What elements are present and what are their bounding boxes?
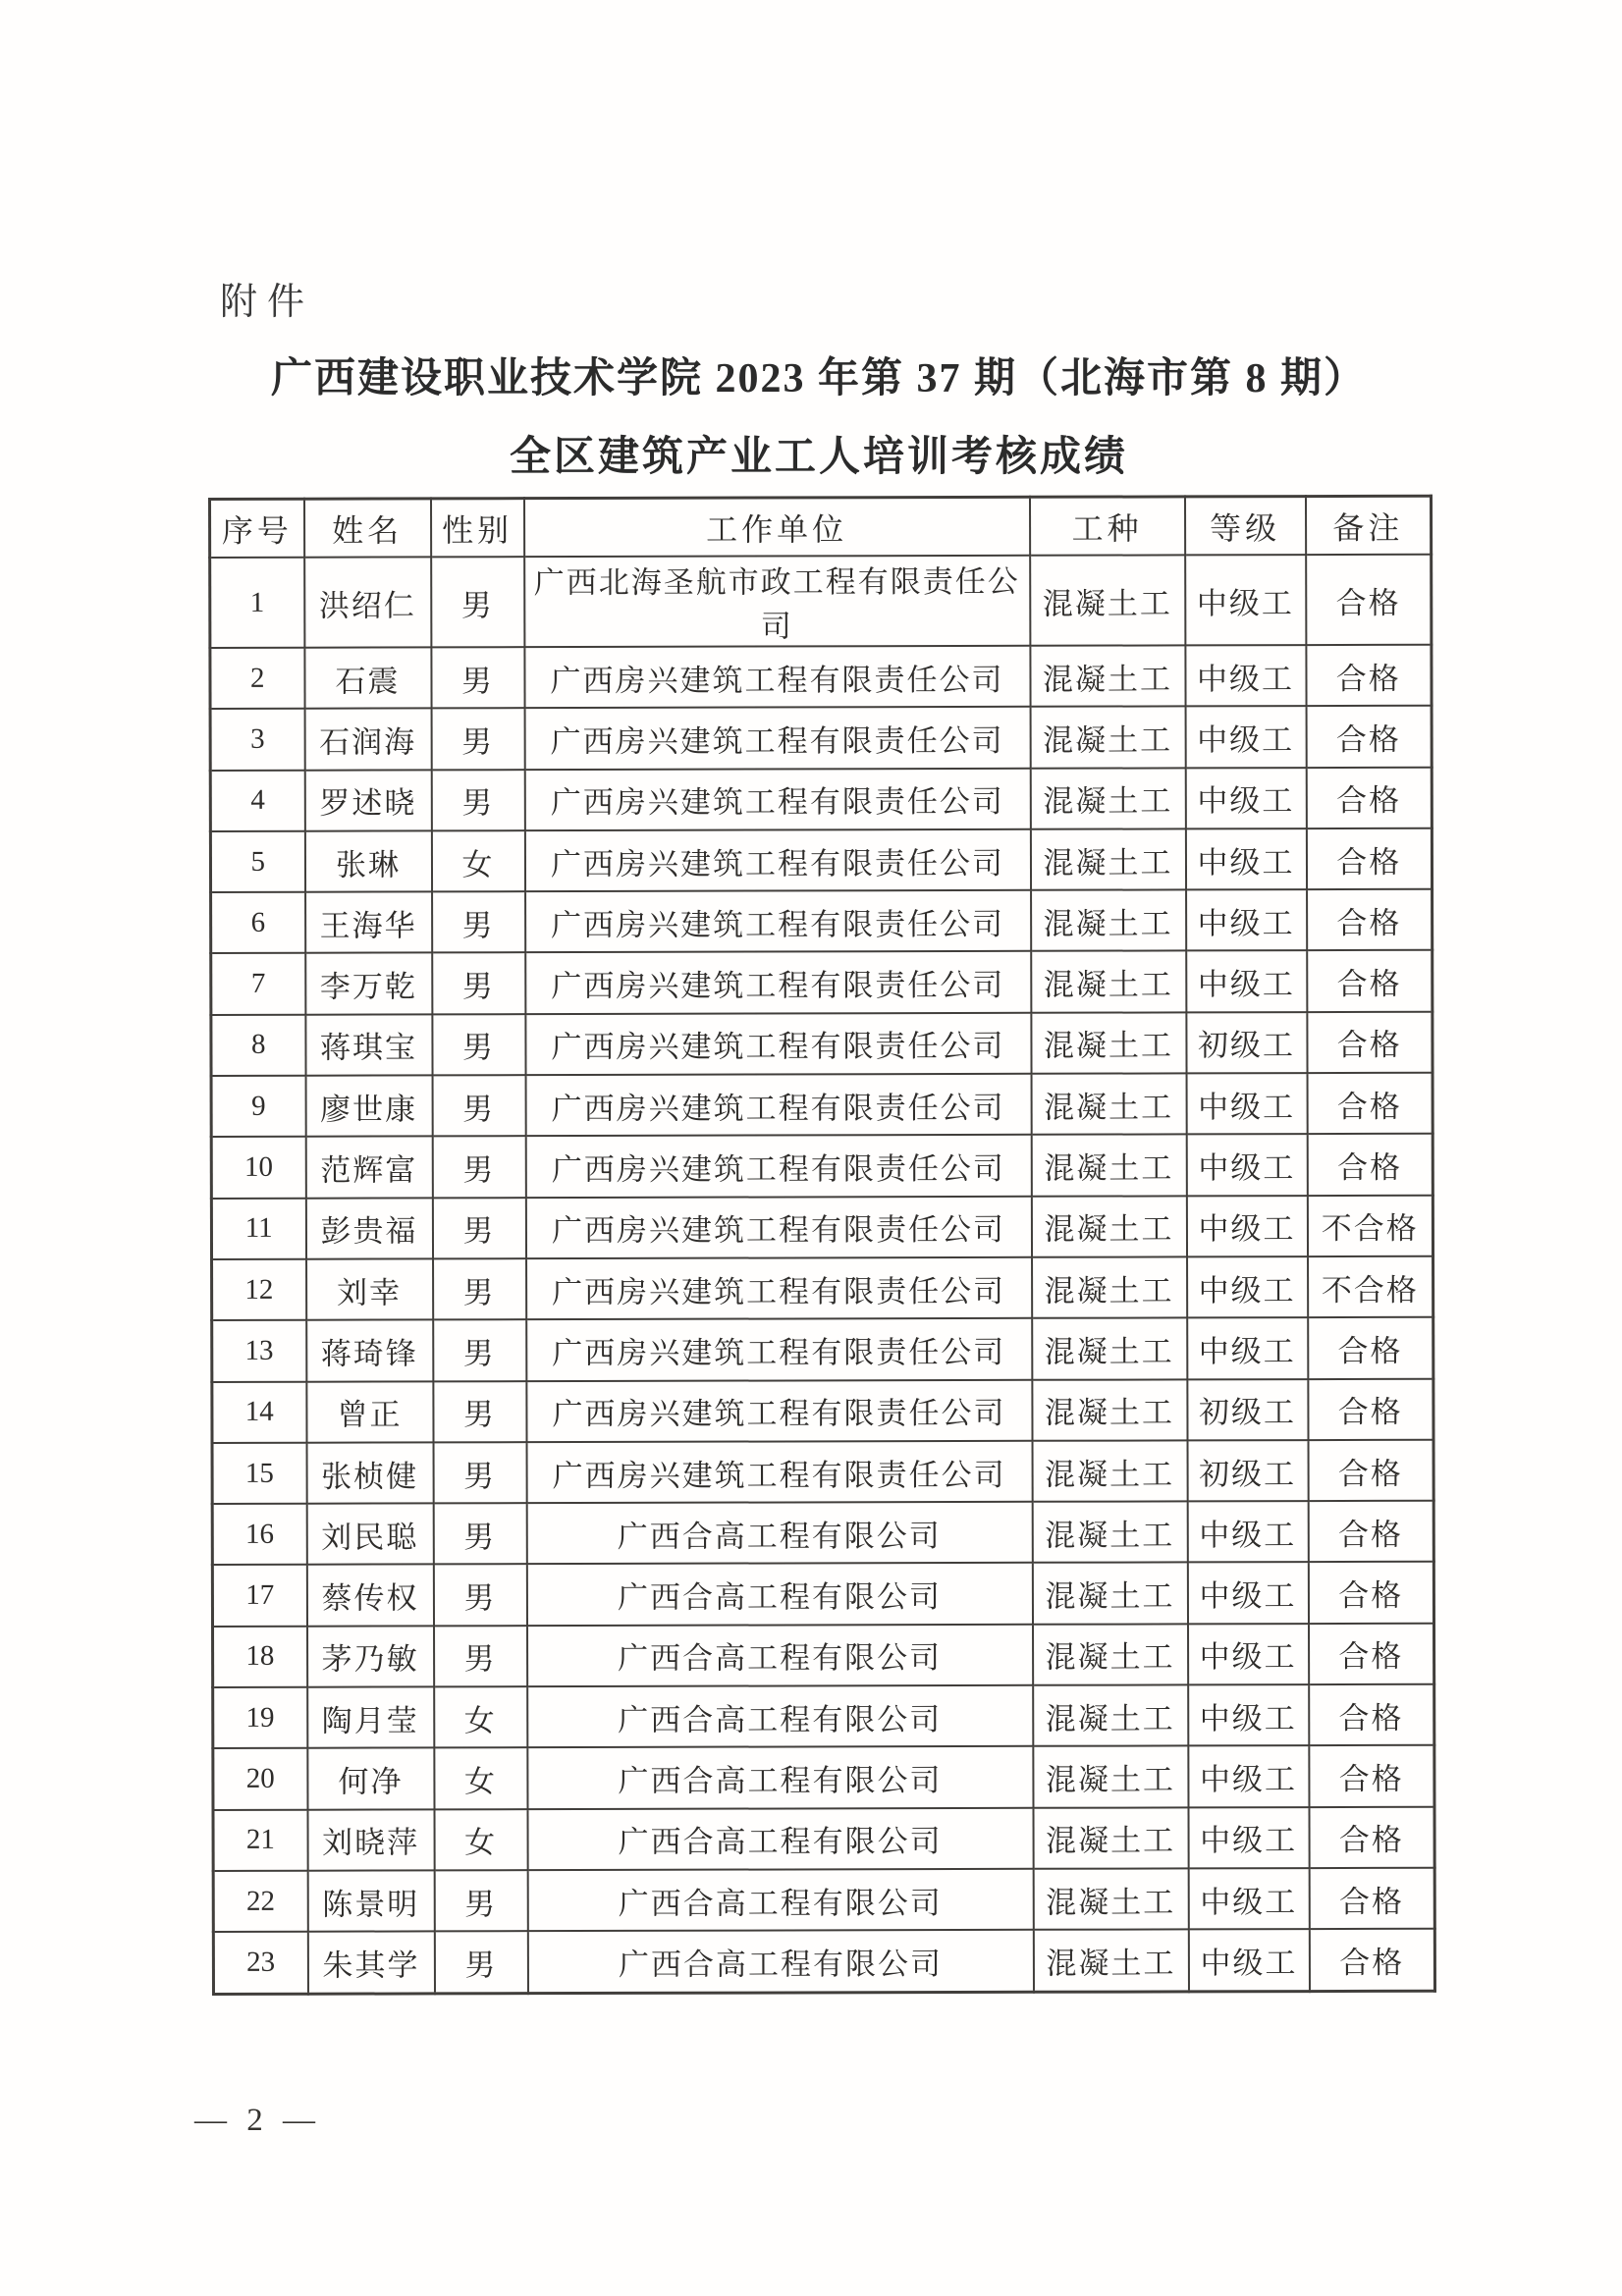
cell-level: 中级工 bbox=[1188, 1745, 1309, 1807]
cell-trade: 混凝土工 bbox=[1030, 768, 1185, 829]
table-row bbox=[211, 1073, 1433, 1138]
cell-employer: 广西房兴建筑工程有限责任公司 bbox=[526, 1257, 1032, 1320]
cell-gender: 男 bbox=[432, 891, 525, 953]
page-number: — 2 — bbox=[194, 2103, 321, 2138]
cell-gender: 男 bbox=[433, 1258, 526, 1320]
cell-employer: 广西合高工程有限公司 bbox=[527, 1685, 1033, 1748]
cell-level: 中级工 bbox=[1188, 1684, 1309, 1746]
cell-gender: 男 bbox=[432, 953, 525, 1015]
cell-trade: 混凝土工 bbox=[1032, 1256, 1187, 1318]
cell-level: 初级工 bbox=[1187, 1440, 1308, 1502]
cell-employer: 广西房兴建筑工程有限责任公司 bbox=[525, 1074, 1031, 1137]
cell-employer: 广西房兴建筑工程有限责任公司 bbox=[525, 890, 1031, 953]
cell-name: 彭贵福 bbox=[305, 1198, 432, 1259]
document-title bbox=[208, 355, 1430, 481]
cell-level: 中级工 bbox=[1187, 1501, 1308, 1563]
cell-index: 21 bbox=[213, 1809, 307, 1871]
table-row bbox=[212, 1317, 1433, 1382]
cell-level: 中级工 bbox=[1185, 706, 1306, 768]
cell-trade: 混凝土工 bbox=[1033, 1684, 1188, 1746]
cell-trade: 混凝土工 bbox=[1030, 828, 1185, 890]
table-row bbox=[210, 645, 1432, 710]
cell-level: 中级工 bbox=[1186, 951, 1307, 1013]
cell-name: 王海华 bbox=[305, 892, 432, 954]
cell-employer: 广西房兴建筑工程有限责任公司 bbox=[524, 768, 1030, 830]
cell-trade: 混凝土工 bbox=[1032, 1563, 1187, 1625]
cell-name: 朱其学 bbox=[307, 1932, 434, 1994]
table-row bbox=[213, 1623, 1434, 1687]
cell-level: 中级工 bbox=[1187, 1256, 1308, 1318]
cell-index: 2 bbox=[210, 648, 304, 710]
table-row bbox=[213, 1806, 1434, 1871]
cell-level: 初级工 bbox=[1187, 1379, 1308, 1441]
cell-employer: 广西房兴建筑工程有限责任公司 bbox=[525, 951, 1031, 1014]
cell-index: 7 bbox=[211, 953, 305, 1015]
cell-name: 范辉富 bbox=[305, 1137, 432, 1199]
cell-remark: 合格 bbox=[1309, 1806, 1434, 1868]
table-row bbox=[213, 1745, 1434, 1810]
cell-index: 3 bbox=[210, 709, 304, 771]
table-row bbox=[211, 889, 1433, 954]
cell-trade: 混凝土工 bbox=[1031, 890, 1186, 952]
cell-trade: 混凝土工 bbox=[1032, 1440, 1187, 1502]
cell-remark: 合格 bbox=[1307, 1012, 1433, 1074]
cell-level: 中级工 bbox=[1187, 1563, 1308, 1625]
cell-employer: 广西房兴建筑工程有限责任公司 bbox=[525, 1135, 1031, 1198]
cell-remark: 合格 bbox=[1308, 1440, 1433, 1502]
cell-trade: 混凝土工 bbox=[1030, 645, 1185, 707]
cell-trade: 混凝土工 bbox=[1031, 1135, 1186, 1197]
cell-level: 中级工 bbox=[1188, 1868, 1309, 1930]
cell-employer: 广西房兴建筑工程有限责任公司 bbox=[524, 829, 1030, 892]
col-header-level: 等级 bbox=[1185, 497, 1306, 556]
cell-gender: 男 bbox=[434, 1626, 527, 1687]
cell-employer: 广西房兴建筑工程有限责任公司 bbox=[526, 1379, 1032, 1442]
cell-name: 陶月莹 bbox=[307, 1686, 434, 1748]
table-row bbox=[210, 706, 1432, 771]
cell-index: 22 bbox=[213, 1871, 307, 1933]
cell-employer: 广西房兴建筑工程有限责任公司 bbox=[524, 707, 1030, 770]
cell-index: 8 bbox=[211, 1015, 305, 1077]
cell-level: 中级工 bbox=[1185, 645, 1306, 707]
cell-level: 中级工 bbox=[1185, 768, 1306, 829]
col-header-index: 序号 bbox=[210, 499, 304, 558]
cell-trade: 混凝土工 bbox=[1032, 1379, 1187, 1441]
cell-remark: 合格 bbox=[1306, 706, 1432, 768]
cell-trade: 混凝土工 bbox=[1032, 1318, 1187, 1380]
cell-level: 中级工 bbox=[1187, 1317, 1308, 1379]
cell-employer: 广西合高工程有限公司 bbox=[527, 1869, 1033, 1932]
cell-level: 中级工 bbox=[1188, 1929, 1309, 1991]
table-row bbox=[212, 1501, 1433, 1566]
cell-name: 蒋琦锋 bbox=[306, 1320, 433, 1382]
cell-level: 中级工 bbox=[1186, 1196, 1307, 1257]
table-row bbox=[213, 1929, 1434, 1994]
cell-remark: 合格 bbox=[1306, 767, 1432, 828]
cell-trade: 混凝土工 bbox=[1031, 951, 1186, 1013]
cell-name: 石震 bbox=[304, 647, 431, 709]
cell-trade: 混凝土工 bbox=[1033, 1624, 1188, 1685]
cell-gender: 男 bbox=[432, 1198, 525, 1259]
table-row bbox=[211, 1012, 1433, 1077]
cell-remark: 合格 bbox=[1309, 1745, 1434, 1807]
table-row bbox=[212, 1440, 1433, 1505]
cell-remark: 合格 bbox=[1307, 1073, 1433, 1135]
cell-index: 23 bbox=[213, 1932, 307, 1994]
cell-remark: 合格 bbox=[1308, 1501, 1433, 1563]
cell-remark: 合格 bbox=[1308, 1562, 1433, 1624]
cell-name: 石润海 bbox=[304, 709, 431, 771]
cell-trade: 混凝土工 bbox=[1033, 1746, 1188, 1808]
cell-level: 初级工 bbox=[1186, 1012, 1307, 1074]
cell-index: 14 bbox=[212, 1381, 306, 1443]
cell-index: 6 bbox=[211, 892, 305, 954]
cell-remark: 不合格 bbox=[1308, 1256, 1433, 1318]
cell-name: 张桢健 bbox=[306, 1442, 433, 1504]
cell-gender: 男 bbox=[431, 647, 524, 709]
cell-employer: 广西房兴建筑工程有限责任公司 bbox=[526, 1441, 1032, 1504]
cell-gender: 女 bbox=[434, 1809, 527, 1871]
cell-name: 蒋琪宝 bbox=[305, 1014, 432, 1076]
cell-trade: 混凝土工 bbox=[1033, 1930, 1188, 1992]
cell-level: 中级工 bbox=[1186, 1134, 1307, 1196]
cell-trade: 混凝土工 bbox=[1032, 1502, 1187, 1564]
cell-index: 20 bbox=[213, 1748, 307, 1810]
cell-trade: 混凝土工 bbox=[1030, 707, 1185, 769]
cell-employer: 广西合高工程有限公司 bbox=[527, 1930, 1033, 1993]
cell-level: 中级工 bbox=[1185, 828, 1306, 890]
cell-name: 刘晓萍 bbox=[307, 1809, 434, 1871]
cell-employer: 广西合高工程有限公司 bbox=[526, 1502, 1032, 1565]
table-row bbox=[210, 767, 1432, 831]
cell-employer: 广西房兴建筑工程有限责任公司 bbox=[525, 1013, 1031, 1076]
cell-name: 何净 bbox=[307, 1748, 434, 1810]
cell-gender: 男 bbox=[433, 1381, 526, 1443]
cell-gender: 男 bbox=[431, 708, 524, 770]
cell-name: 陈景明 bbox=[307, 1870, 434, 1932]
cell-gender: 男 bbox=[434, 1870, 527, 1932]
cell-index: 1 bbox=[210, 558, 304, 648]
cell-name: 罗述晓 bbox=[304, 770, 431, 831]
table-body bbox=[210, 555, 1435, 1994]
cell-index: 5 bbox=[210, 831, 304, 893]
cell-name: 李万乾 bbox=[305, 953, 432, 1015]
cell-gender: 男 bbox=[431, 557, 524, 647]
cell-employer: 广西合高工程有限公司 bbox=[527, 1807, 1033, 1870]
cell-gender: 女 bbox=[431, 830, 524, 892]
cell-index: 17 bbox=[212, 1565, 306, 1627]
attachment-label: 附件 bbox=[220, 282, 315, 323]
table-header-row bbox=[210, 496, 1432, 558]
cell-employer: 广西房兴建筑工程有限责任公司 bbox=[524, 646, 1030, 709]
cell-level: 中级工 bbox=[1186, 1073, 1307, 1135]
cell-gender: 男 bbox=[433, 1565, 526, 1627]
table-row bbox=[211, 1195, 1433, 1259]
cell-remark: 合格 bbox=[1306, 828, 1432, 890]
cell-level: 中级工 bbox=[1188, 1624, 1309, 1685]
cell-name: 廖世康 bbox=[305, 1075, 432, 1137]
cell-trade: 混凝土工 bbox=[1031, 1196, 1186, 1257]
cell-name: 刘幸 bbox=[306, 1258, 433, 1320]
cell-gender: 男 bbox=[432, 1014, 525, 1076]
cell-trade: 混凝土工 bbox=[1030, 555, 1185, 645]
cell-gender: 男 bbox=[433, 1503, 526, 1565]
cell-gender: 男 bbox=[432, 1075, 525, 1137]
cell-employer: 广西合高工程有限公司 bbox=[527, 1746, 1033, 1809]
cell-employer: 广西北海圣航市政工程有限责任公司 bbox=[524, 556, 1030, 647]
cell-remark: 合格 bbox=[1307, 950, 1433, 1012]
table-row bbox=[212, 1562, 1433, 1627]
cell-name: 刘民聪 bbox=[306, 1504, 433, 1566]
cell-level: 中级工 bbox=[1186, 889, 1307, 951]
document-title-line1: 广西建设职业技术学院 2023 年第 37 期（北海市第 8 期） bbox=[270, 356, 1367, 401]
cell-gender: 男 bbox=[431, 770, 524, 831]
cell-index: 16 bbox=[212, 1504, 306, 1566]
cell-level: 中级工 bbox=[1185, 555, 1306, 645]
cell-remark: 合格 bbox=[1308, 1317, 1433, 1379]
col-header-trade: 工种 bbox=[1030, 497, 1185, 556]
cell-level: 中级工 bbox=[1188, 1807, 1309, 1869]
table-row bbox=[211, 950, 1433, 1015]
table-row bbox=[213, 1684, 1434, 1749]
cell-trade: 混凝土工 bbox=[1033, 1868, 1188, 1930]
cell-index: 12 bbox=[212, 1259, 306, 1321]
cell-name: 洪绍仁 bbox=[304, 557, 431, 647]
cell-employer: 广西合高工程有限公司 bbox=[527, 1625, 1033, 1687]
col-header-name: 姓名 bbox=[304, 499, 431, 558]
cell-index: 18 bbox=[213, 1626, 307, 1687]
cell-remark: 合格 bbox=[1309, 1684, 1434, 1746]
cell-index: 11 bbox=[211, 1198, 305, 1259]
col-header-gender: 性别 bbox=[431, 499, 524, 558]
col-header-remark: 备注 bbox=[1306, 496, 1432, 555]
cell-employer: 广西房兴建筑工程有限责任公司 bbox=[525, 1196, 1031, 1258]
cell-gender: 男 bbox=[433, 1319, 526, 1381]
cell-remark: 合格 bbox=[1306, 645, 1432, 707]
cell-name: 蔡传权 bbox=[306, 1565, 433, 1627]
cell-employer: 广西房兴建筑工程有限责任公司 bbox=[526, 1318, 1032, 1381]
cell-employer: 广西合高工程有限公司 bbox=[526, 1563, 1032, 1626]
cell-index: 4 bbox=[210, 770, 304, 831]
cell-trade: 混凝土工 bbox=[1031, 1012, 1186, 1074]
cell-gender: 女 bbox=[434, 1747, 527, 1809]
cell-index: 15 bbox=[212, 1443, 306, 1505]
cell-index: 10 bbox=[211, 1137, 305, 1199]
cell-remark: 合格 bbox=[1308, 1378, 1433, 1440]
col-header-employer: 工作单位 bbox=[524, 497, 1030, 557]
cell-trade: 混凝土工 bbox=[1031, 1073, 1186, 1135]
cell-gender: 男 bbox=[434, 1931, 527, 1993]
results-table bbox=[208, 495, 1436, 1996]
cell-remark: 合格 bbox=[1307, 889, 1433, 951]
table-row bbox=[211, 1134, 1433, 1199]
cell-name: 茅乃敏 bbox=[307, 1626, 434, 1687]
cell-gender: 男 bbox=[432, 1137, 525, 1199]
cell-gender: 男 bbox=[433, 1442, 526, 1504]
document-title-line2: 全区建筑产业工人培训考核成绩 bbox=[509, 435, 1128, 480]
table-row bbox=[210, 555, 1432, 648]
table-row bbox=[210, 828, 1432, 893]
cell-remark: 合格 bbox=[1309, 1868, 1434, 1930]
table-row bbox=[213, 1868, 1434, 1933]
cell-name: 曾正 bbox=[306, 1381, 433, 1443]
cell-trade: 混凝土工 bbox=[1033, 1807, 1188, 1869]
cell-name: 张琳 bbox=[304, 830, 431, 892]
cell-index: 13 bbox=[212, 1320, 306, 1382]
cell-remark: 合格 bbox=[1309, 1623, 1434, 1684]
cell-index: 9 bbox=[211, 1076, 305, 1138]
table-row bbox=[212, 1378, 1433, 1443]
cell-remark: 合格 bbox=[1309, 1929, 1434, 1991]
cell-index: 19 bbox=[213, 1687, 307, 1749]
cell-gender: 女 bbox=[434, 1686, 527, 1748]
table-row bbox=[212, 1256, 1433, 1321]
cell-remark: 不合格 bbox=[1307, 1195, 1433, 1256]
cell-remark: 合格 bbox=[1306, 555, 1432, 645]
cell-remark: 合格 bbox=[1307, 1134, 1433, 1196]
